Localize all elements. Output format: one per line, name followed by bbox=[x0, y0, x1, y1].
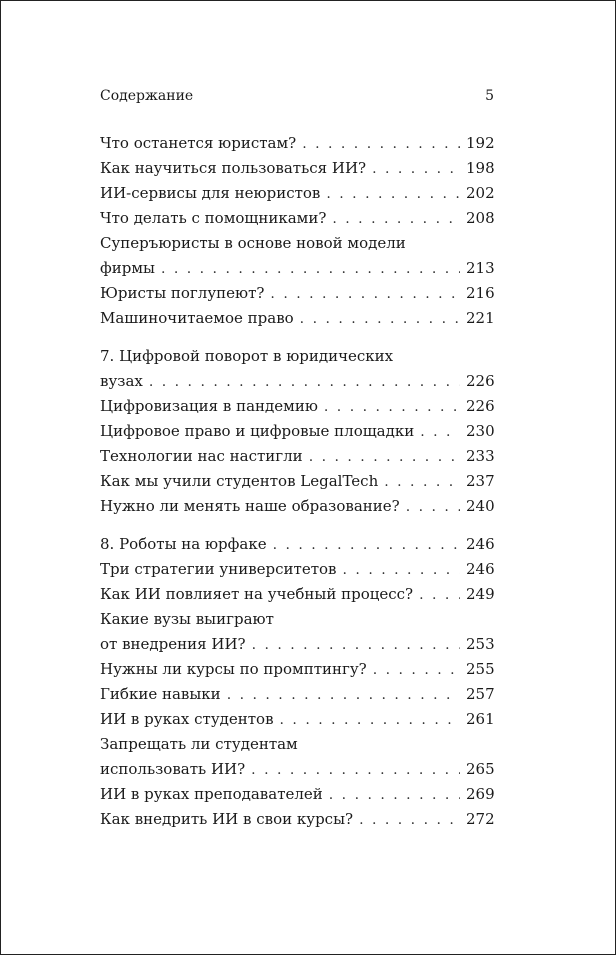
dot-leader bbox=[252, 633, 460, 658]
dot-leader bbox=[372, 157, 460, 182]
dot-leader bbox=[270, 282, 460, 307]
toc-entry-title: Три стратегии университетов bbox=[100, 560, 337, 578]
toc-entry-line bbox=[100, 557, 494, 582]
toc-entry[interactable] bbox=[100, 657, 494, 682]
toc-entry-title: Машиночитаемое право bbox=[100, 309, 294, 327]
toc-page-number: 272 bbox=[466, 810, 495, 828]
toc-entry[interactable] bbox=[100, 469, 494, 494]
dot-leader bbox=[161, 257, 460, 282]
toc-page-number: 246 bbox=[466, 535, 495, 553]
toc-entry-line bbox=[100, 181, 494, 206]
toc-entry[interactable] bbox=[100, 181, 494, 206]
dot-leader bbox=[419, 583, 460, 608]
dot-leader bbox=[343, 558, 460, 583]
toc-entry[interactable] bbox=[100, 419, 494, 444]
toc-entry[interactable] bbox=[100, 557, 494, 582]
toc-entry-title: Технологии нас настигли bbox=[100, 447, 303, 465]
toc-entry-title: от внедрения ИИ? bbox=[100, 635, 246, 653]
toc-entry-line bbox=[100, 469, 494, 494]
dot-leader bbox=[406, 495, 460, 520]
dot-leader bbox=[227, 683, 460, 708]
toc-entry-line bbox=[100, 156, 494, 181]
page-number: 5 bbox=[485, 88, 494, 104]
toc-entry-title: Какие вузы выиграют bbox=[100, 610, 274, 628]
toc-entry-line bbox=[100, 394, 494, 419]
toc-page-number: 269 bbox=[466, 785, 495, 803]
dot-leader bbox=[300, 307, 460, 332]
group-separator bbox=[100, 519, 494, 532]
toc-entry[interactable] bbox=[100, 707, 494, 732]
dot-leader bbox=[302, 132, 460, 157]
toc-entry[interactable] bbox=[100, 131, 494, 156]
toc-page-number: 213 bbox=[466, 259, 495, 277]
toc-entry-line bbox=[100, 732, 494, 757]
toc-page-number: 265 bbox=[466, 760, 495, 778]
toc-entry-line bbox=[100, 807, 494, 832]
toc-entry[interactable] bbox=[100, 494, 494, 519]
toc-entry-title: 7. Цифровой поворот в юридических bbox=[100, 347, 394, 365]
toc-entry-title: Что делать с помощниками? bbox=[100, 209, 327, 227]
toc-entry-line bbox=[100, 682, 494, 707]
toc-entry-title: Как ИИ повлияет на учебный процесс? bbox=[100, 585, 414, 603]
toc-entry-title: Нужно ли менять наше образование? bbox=[100, 497, 400, 515]
dot-leader bbox=[324, 395, 460, 420]
toc-entry-line bbox=[100, 757, 494, 782]
toc-entry-title: фирмы bbox=[100, 259, 155, 277]
toc-entry[interactable] bbox=[100, 782, 494, 807]
group-separator bbox=[100, 331, 494, 344]
toc-entry-line bbox=[100, 582, 494, 607]
toc-entry-title: Гибкие навыки bbox=[100, 685, 221, 703]
toc-page-number: 255 bbox=[466, 660, 495, 678]
toc-page-number: 208 bbox=[466, 209, 495, 227]
toc-entry-title: ИИ в руках студентов bbox=[100, 710, 274, 728]
toc-page-number: 237 bbox=[466, 472, 495, 490]
dot-leader bbox=[280, 708, 460, 733]
toc-entry-title: ИИ-сервисы для неюристов bbox=[100, 184, 321, 202]
dot-leader bbox=[149, 370, 460, 395]
toc-entry[interactable] bbox=[100, 444, 494, 469]
toc-entry-title: Как внедрить ИИ в свои курсы? bbox=[100, 810, 354, 828]
toc-entry-line bbox=[100, 131, 494, 156]
toc-entry-title: вузах bbox=[100, 372, 143, 390]
toc-entry-line bbox=[100, 494, 494, 519]
toc-entry-line bbox=[100, 707, 494, 732]
toc-entry[interactable] bbox=[100, 156, 494, 181]
toc-entry-title: ИИ в руках преподавателей bbox=[100, 785, 323, 803]
toc-entry[interactable] bbox=[100, 394, 494, 419]
toc-entry-line bbox=[100, 632, 494, 657]
toc-page-number: 216 bbox=[466, 284, 495, 302]
dot-leader bbox=[420, 420, 460, 445]
dot-leader bbox=[384, 470, 460, 495]
toc-entry-title: Запрещать ли студентам bbox=[100, 735, 298, 753]
toc-page-number: 230 bbox=[466, 422, 495, 440]
toc-entry-title: Юристы поглупеют? bbox=[100, 284, 265, 302]
toc-entry-title: Цифровизация в пандемию bbox=[100, 397, 318, 415]
toc-entry-title: Нужны ли курсы по промптингу? bbox=[100, 660, 367, 678]
dot-leader bbox=[273, 533, 460, 558]
toc-page-number: 233 bbox=[466, 447, 495, 465]
toc-page-number: 202 bbox=[466, 184, 495, 202]
toc-entry-line bbox=[100, 344, 494, 369]
toc-entry[interactable] bbox=[100, 281, 494, 306]
dot-leader bbox=[373, 658, 460, 683]
toc-entry-line bbox=[100, 607, 494, 632]
toc-entry[interactable] bbox=[100, 206, 494, 231]
toc-page-number: 249 bbox=[466, 585, 495, 603]
dot-leader bbox=[251, 758, 460, 783]
toc-page-number: 240 bbox=[466, 497, 495, 515]
toc-page-number: 226 bbox=[466, 397, 495, 415]
toc-page-number: 253 bbox=[466, 635, 495, 653]
toc-entry-line bbox=[100, 206, 494, 231]
toc-page-number: 192 bbox=[466, 134, 495, 152]
dot-leader bbox=[359, 808, 460, 833]
toc-page-number: 246 bbox=[466, 560, 495, 578]
table-of-contents bbox=[100, 131, 494, 832]
toc-entry[interactable] bbox=[100, 231, 494, 281]
dot-leader bbox=[326, 182, 460, 207]
toc-entry-line bbox=[100, 306, 494, 331]
toc-entry-title: Что останется юристам? bbox=[100, 134, 297, 152]
toc-entry-line bbox=[100, 657, 494, 682]
toc-entry[interactable] bbox=[100, 682, 494, 707]
toc-entry-title: использовать ИИ? bbox=[100, 760, 246, 778]
toc-entry[interactable] bbox=[100, 582, 494, 607]
running-head bbox=[100, 88, 494, 108]
toc-entry-line bbox=[100, 419, 494, 444]
toc-page-number: 226 bbox=[466, 372, 495, 390]
toc-entry-line bbox=[100, 256, 494, 281]
toc-entry[interactable] bbox=[100, 732, 494, 782]
toc-entry[interactable] bbox=[100, 607, 494, 657]
toc-entry-title: Как научиться пользоваться ИИ? bbox=[100, 159, 367, 177]
toc-entry-line bbox=[100, 532, 494, 557]
dot-leader bbox=[309, 445, 460, 470]
toc-entry[interactable] bbox=[100, 532, 494, 557]
toc-entry-line bbox=[100, 782, 494, 807]
toc-entry[interactable] bbox=[100, 344, 494, 394]
toc-entry-line bbox=[100, 444, 494, 469]
toc-entry-title: 8. Роботы на юрфаке bbox=[100, 535, 267, 553]
dot-leader bbox=[332, 207, 460, 232]
toc-page-number: 257 bbox=[466, 685, 495, 703]
toc-entry-title: Цифровое право и цифровые площадки bbox=[100, 422, 415, 440]
toc-page-number: 261 bbox=[466, 710, 495, 728]
toc-entry-line bbox=[100, 231, 494, 256]
toc-entry-title: Суперъюристы в основе новой модели bbox=[100, 234, 406, 252]
toc-entry-title: Как мы учили студентов LegalTech bbox=[100, 472, 379, 490]
running-head-title: Содержание bbox=[100, 88, 194, 104]
toc-entry-line bbox=[100, 281, 494, 306]
toc-entry[interactable] bbox=[100, 306, 494, 331]
toc-page-number: 221 bbox=[466, 309, 495, 327]
toc-page-number: 198 bbox=[466, 159, 495, 177]
dot-leader bbox=[329, 783, 460, 808]
toc-entry[interactable] bbox=[100, 807, 494, 832]
toc-entry-line bbox=[100, 369, 494, 394]
